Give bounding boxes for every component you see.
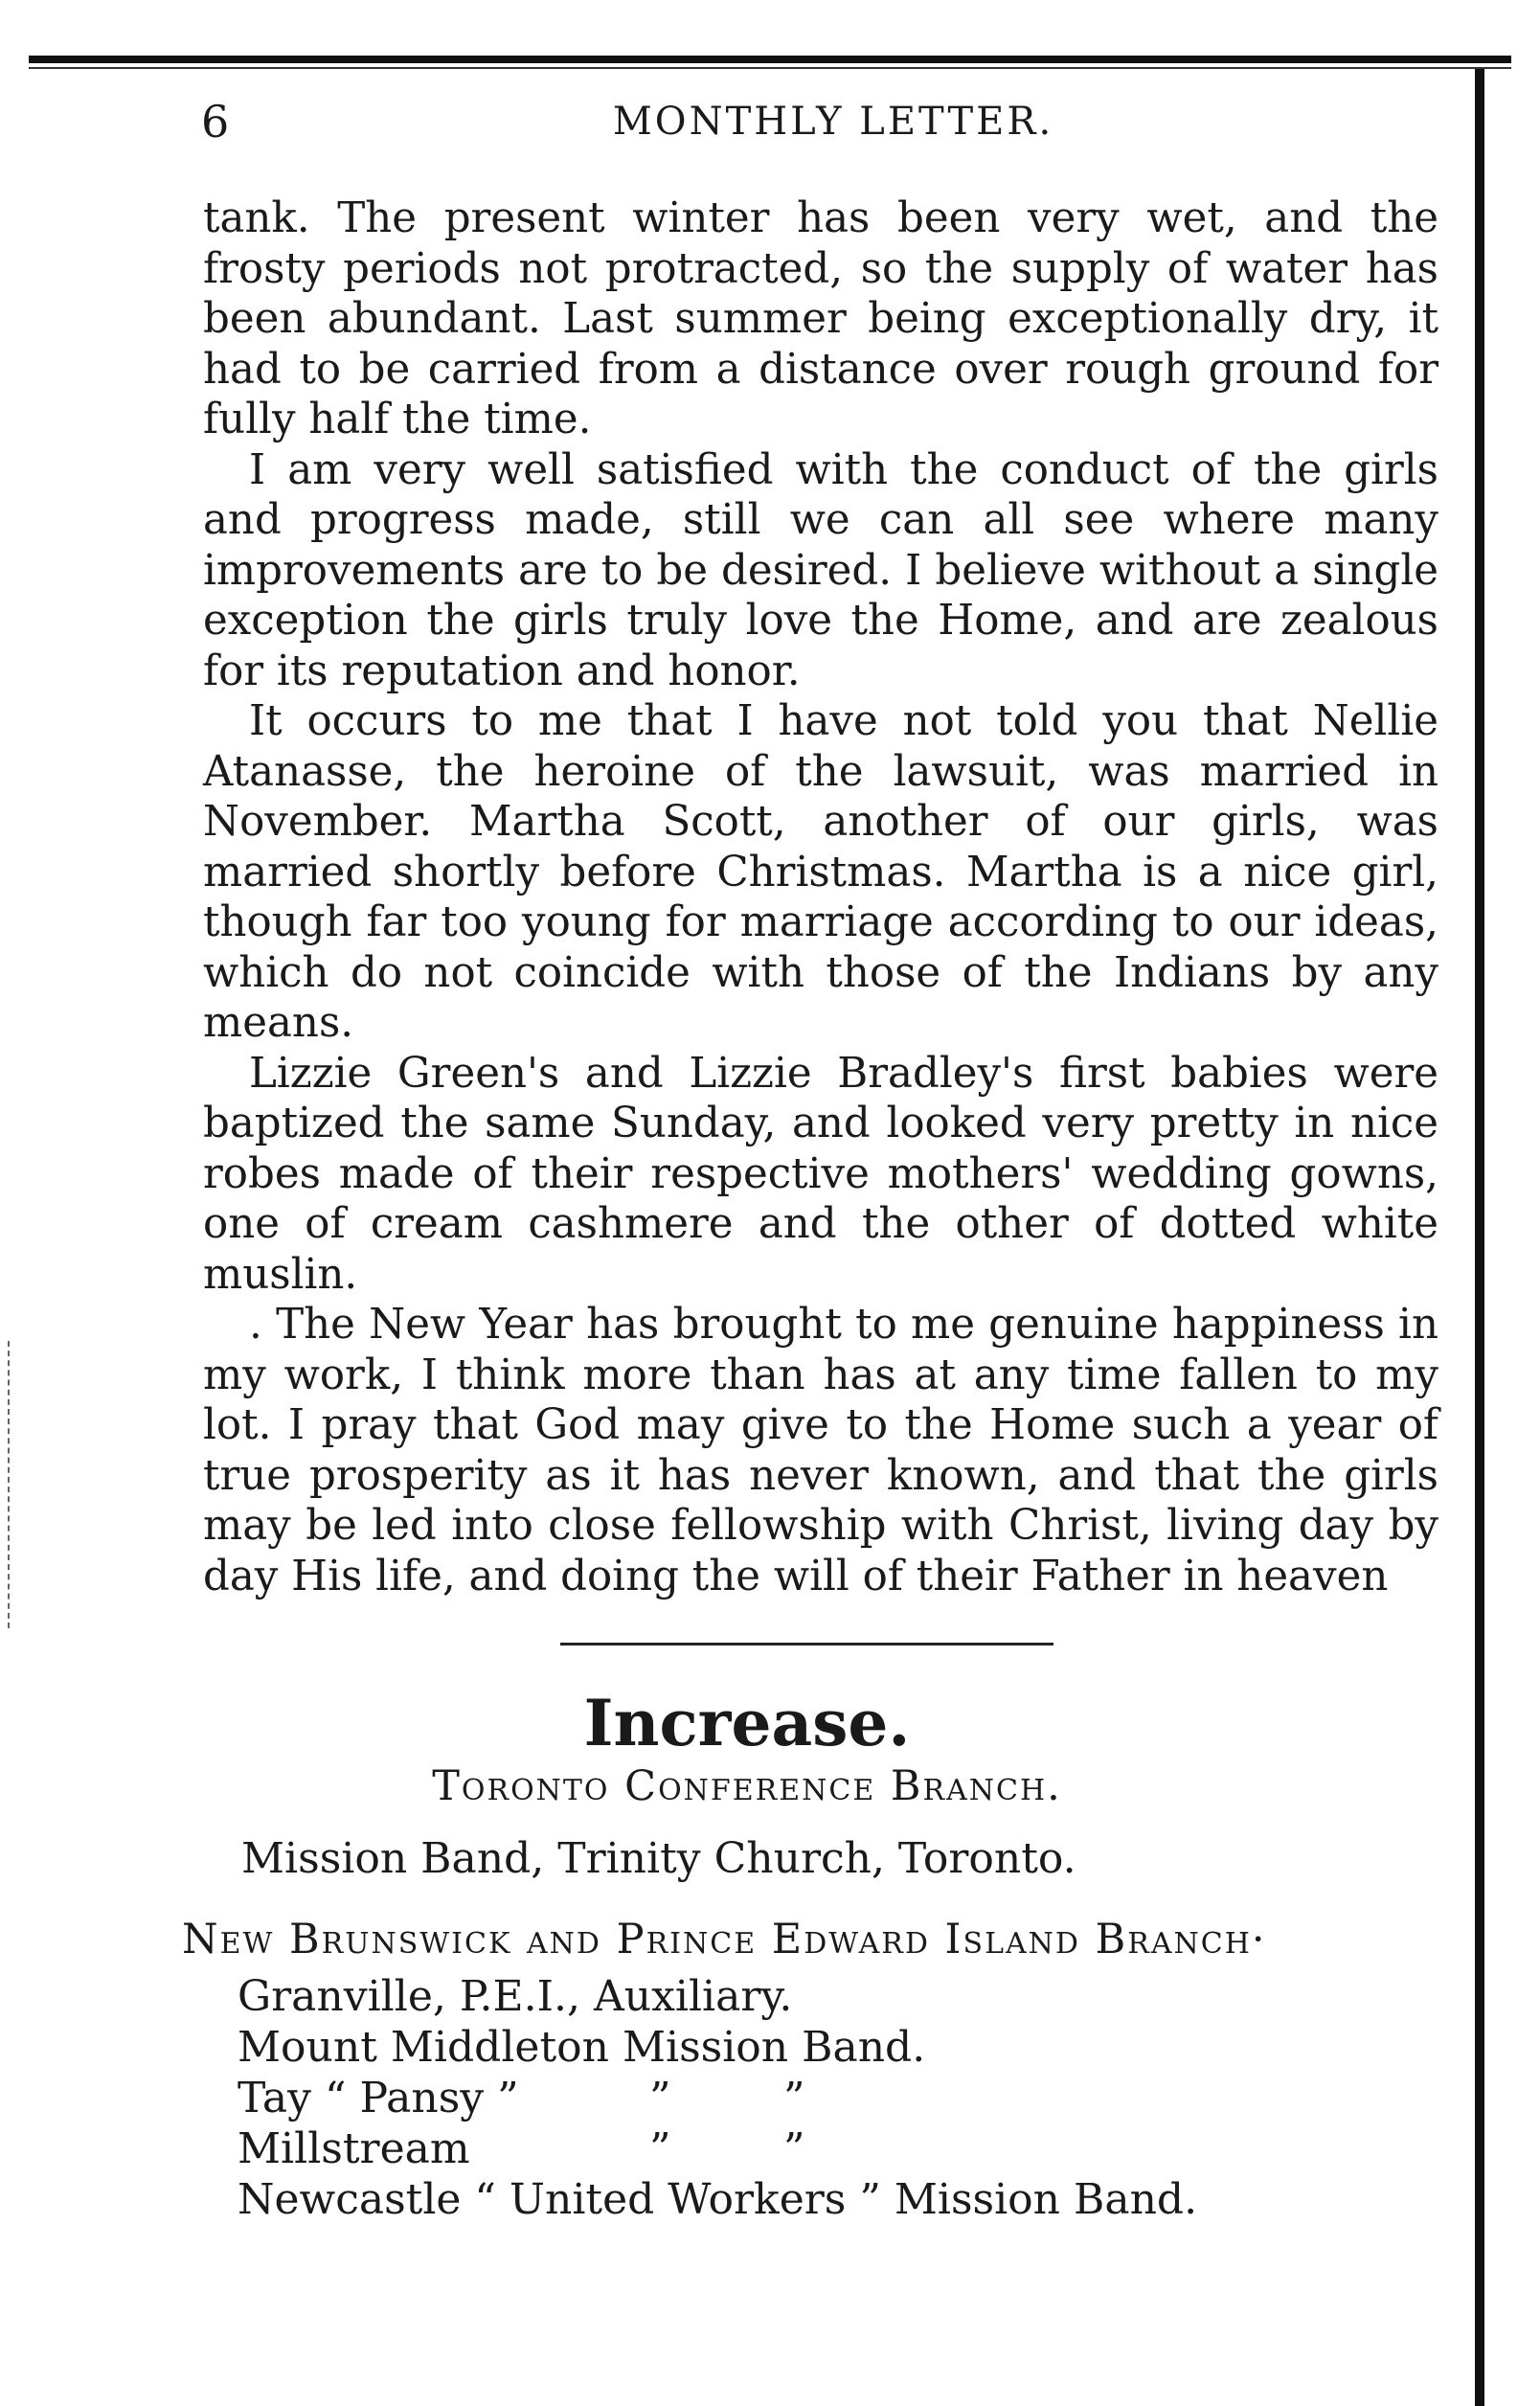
top-rule-thin xyxy=(29,67,1511,69)
ditto-mark: ” xyxy=(649,2124,671,2173)
nb-pei-entry-list xyxy=(238,1971,1197,2225)
list-item xyxy=(238,2022,1197,2073)
running-header xyxy=(201,88,1465,146)
entry-name: Granville, P.E.I., Auxiliary. xyxy=(238,1972,793,2021)
increase-heading: Increase. xyxy=(583,1686,911,1760)
ditto-mark: ” xyxy=(649,2074,671,2122)
entry-name: Millstream xyxy=(238,2124,470,2173)
left-margin-marks xyxy=(8,1341,13,1628)
entry-name: Newcastle “ United Workers ” Mission Band. xyxy=(238,2175,1198,2224)
letter-body xyxy=(203,193,1438,1601)
toronto-entry: Mission Band, Trinity Church, Toronto. xyxy=(241,1834,1076,1883)
paragraph: I am very well satisfied with the conduct of the girls and progress made, still we can all see where many improvements are to be desired. I believe without a single exception the girls truly love the Home, and are zealous for its reputation and honor. xyxy=(203,445,1438,695)
top-rule xyxy=(29,56,1511,63)
list-item xyxy=(238,2073,1197,2123)
section-divider xyxy=(560,1643,1053,1646)
toronto-branch-heading: Toronto Conference Branch. xyxy=(432,1762,1062,1810)
paragraph: It occurs to me that I have not told you that Nellie Atanasse, the heroine of the lawsuit, was married in November. Martha Scott, another of our girls, was married shortly before Christmas. Martha is a nice girl, though far too young for marriage according to our ideas, which do not coincide with those of the Indians by any means. xyxy=(203,697,1438,1047)
nb-pei-branch-heading: New Brunswick and Prince Edward Island Branch· xyxy=(182,1916,1267,1963)
ditto-mark: ” xyxy=(783,2124,805,2173)
running-title: MONTHLY LETTER. xyxy=(612,100,1054,144)
entry-name: Mount Middleton Mission Band. xyxy=(238,2023,926,2072)
paragraph: tank. The present winter has been very wet, and the frosty periods not protracted, so the supply of water has been abundant. Last summer being exceptionally dry, it had to be carried from a distance over rough ground for fully half the time. xyxy=(203,194,1438,443)
paragraph: . The New Year has brought to me genuine happiness in my work, I think more than has at any time fallen to my lot. I pray that God may give to the Home such a year of true prosperity as it has never known, and that the girls may be led into close fellowship with Christ, living day by day His life, and doing the will of their Father in heaven xyxy=(203,1301,1438,1600)
list-item xyxy=(238,2123,1197,2174)
page-number: 6 xyxy=(201,96,233,148)
list-item xyxy=(238,1971,1197,2022)
list-item xyxy=(238,2174,1197,2225)
ditto-mark: ” xyxy=(783,2074,805,2122)
entry-name: Tay “ Pansy ” xyxy=(238,2074,519,2122)
paragraph: Lizzie Green's and Lizzie Bradley's first babies were baptized the same Sunday, and looked very pretty in nice robes made of their respective mothers' wedding gowns, one of cream cashmere and the other of dotted white muslin. xyxy=(203,1049,1438,1299)
right-page-border xyxy=(1475,69,1484,2406)
